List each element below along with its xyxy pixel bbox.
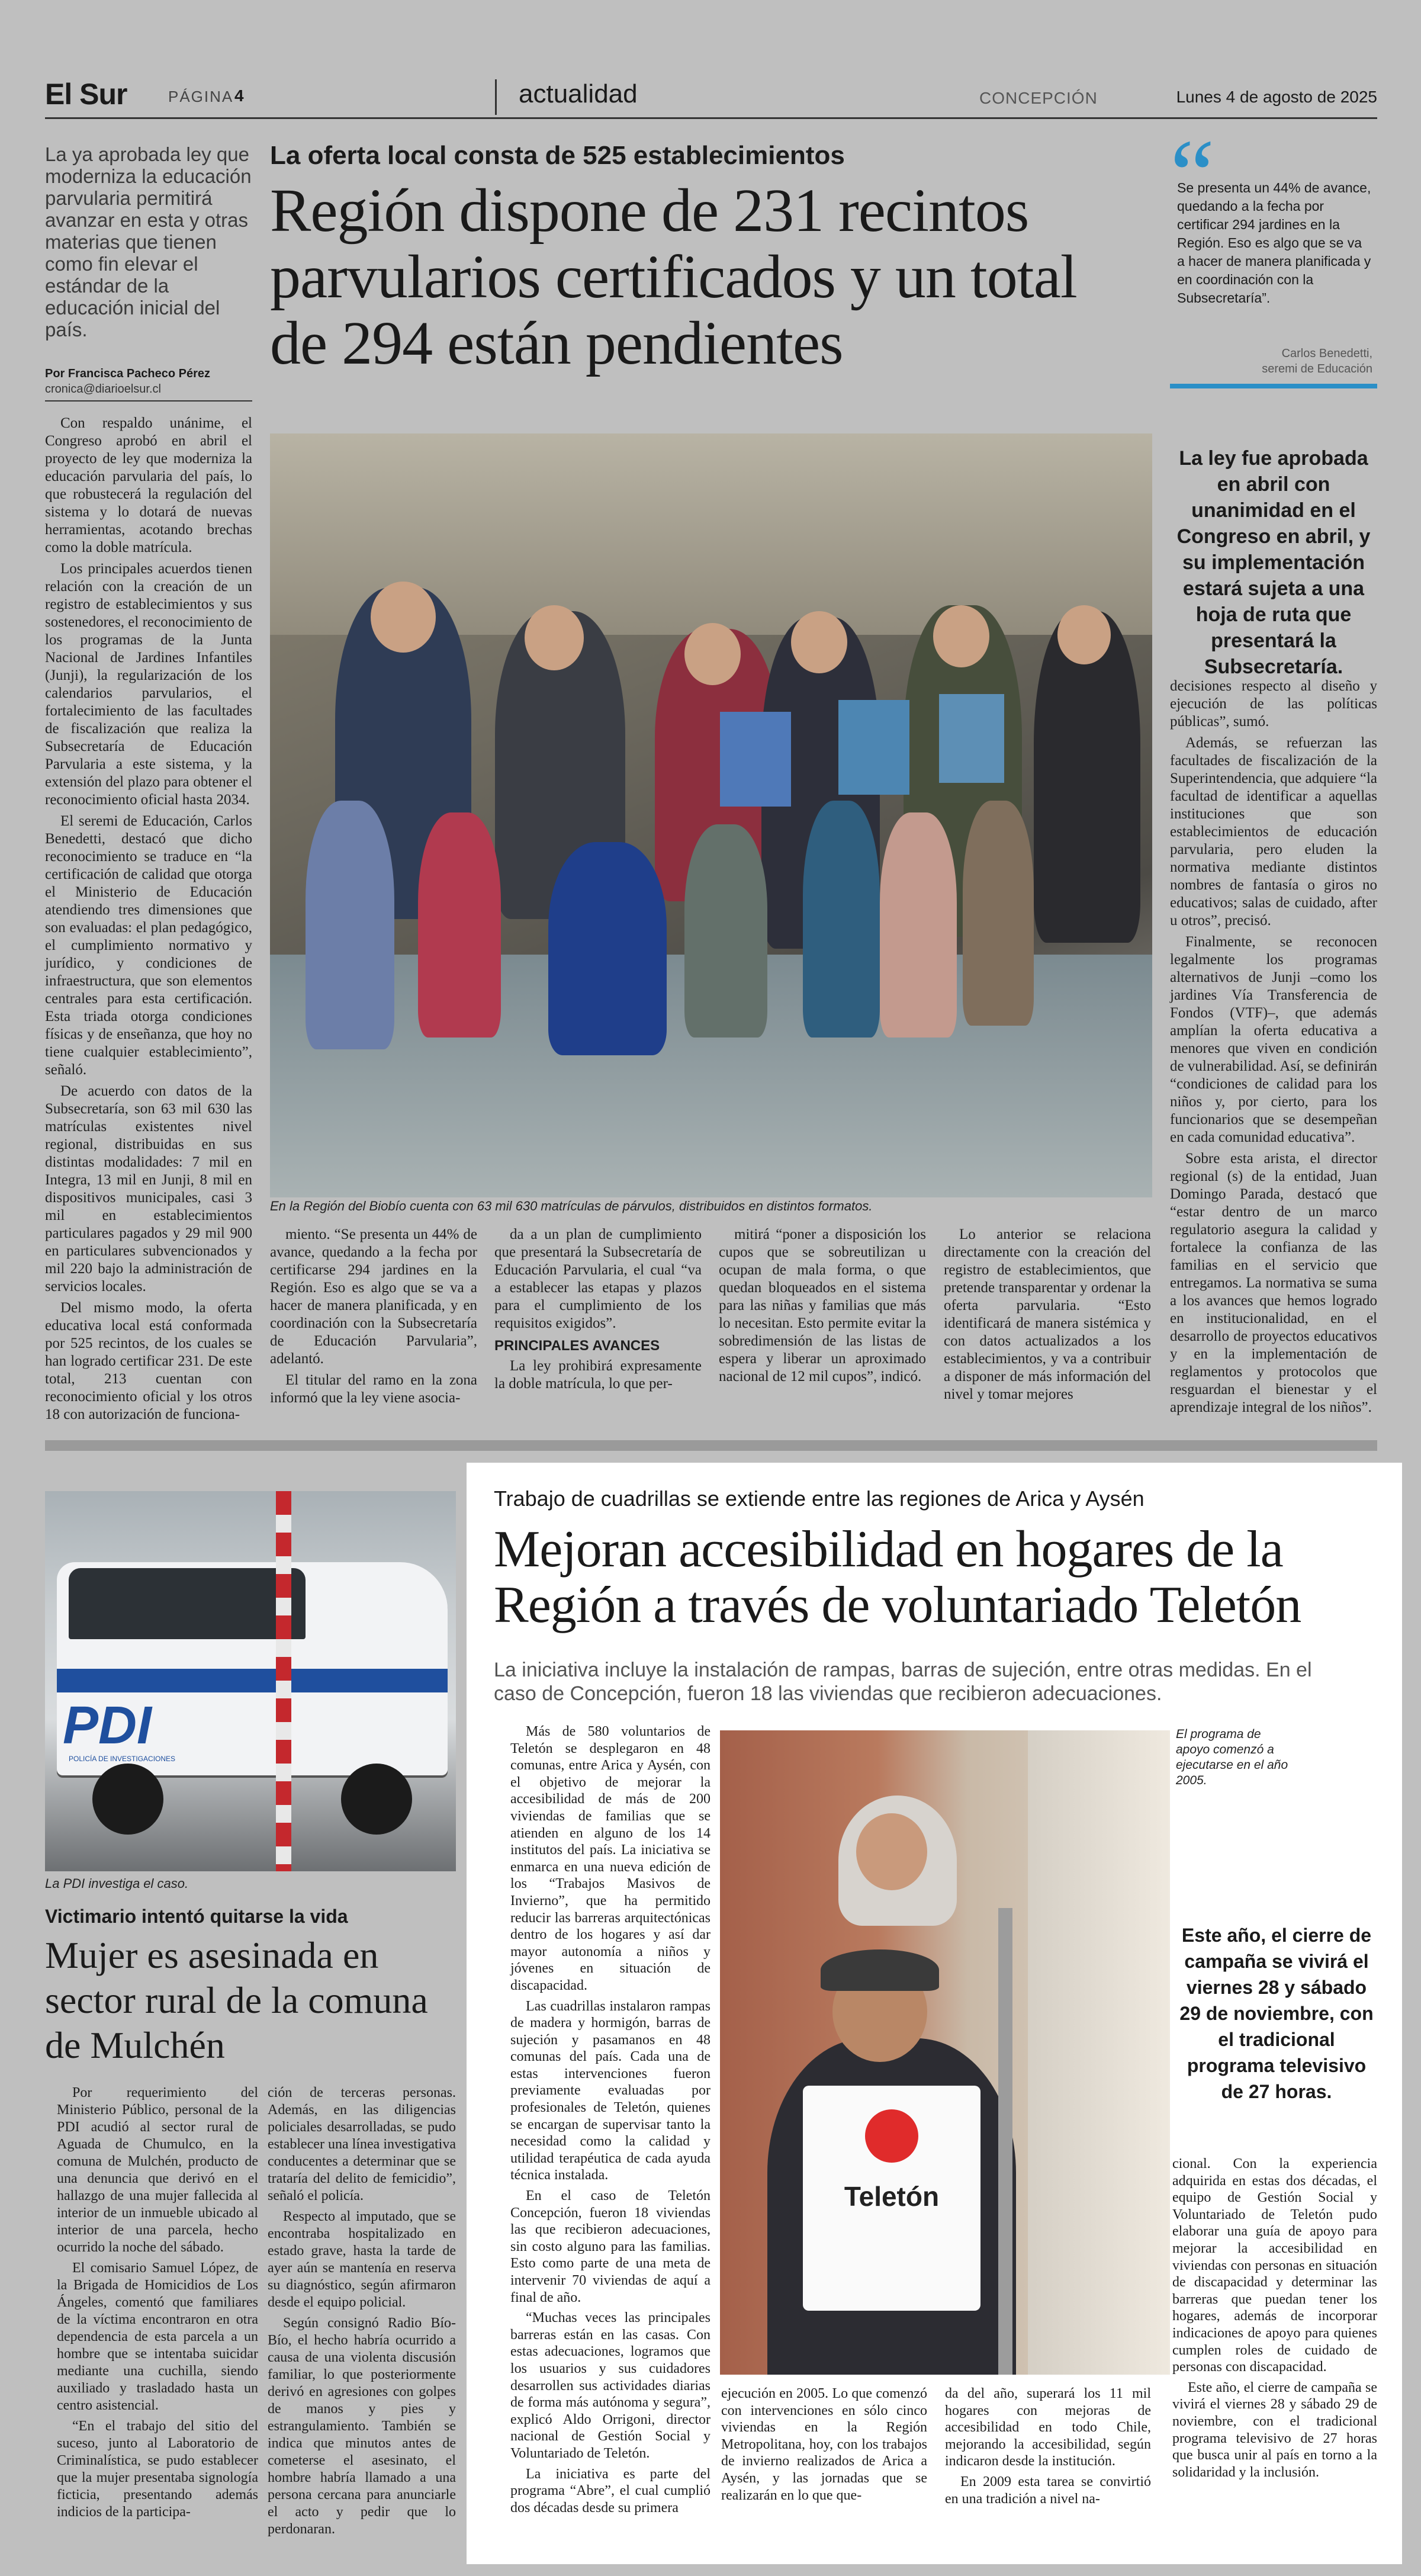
- photo-caption: En la Región del Biobío cuenta con 63 mil 630 matrículas de párvulos, distribuidos en distintos formatos.: [270, 1199, 873, 1213]
- paragraph: El comisario Samuel López, de la Brigada de Homicidios de Los Ángeles, comentó que familiares de la víctima encontraron en otra dependencia de esta parcela a un hombre que se intentaba suicidar mediante una cuchilla, siendo auxiliado y trasladado hasta un centro asistencial.: [57, 2260, 258, 2413]
- article-kicker: Victimario intentó quitarse la vida: [45, 1906, 348, 1927]
- paragraph: Por requerimiento del Ministerio Público, personal de la PDI acudió al sector rural de Aguada de Chumulco, en la comuna de Mulchén, producto de una denuncia que derivó en el hallazgo de una mujer fallecida al interior de un inmueble ubicado al interior de una parcela, hecho ocurrido la noche del sábado.: [57, 2085, 258, 2255]
- subhead: PRINCIPALES AVANCES: [494, 1338, 660, 1354]
- paragraph: da del año, superará los 11 mil hogares con mejoras de accesibilidad en todo Chile, mejorando la accesibilidad, según indicaron desde la institución.: [945, 2386, 1151, 2469]
- article-column-2: [721, 2385, 927, 2507]
- article-column-4: [719, 1226, 926, 1389]
- masthead: [45, 76, 1377, 121]
- section-separator: [45, 1440, 1377, 1451]
- header-divider: [495, 79, 497, 115]
- article-column-3: [945, 2385, 1151, 2511]
- paragraph: Del mismo modo, la oferta educativa local está conformada por 525 recintos, de los cuales se han logrado certificar 231. De este total, 213 cuentan con reconocimiento oficial y los otros 18 con autorización de funciona-: [45, 1300, 252, 1422]
- photo-caption: El programa de apoyo comenzó a ejecutarse en el año 2005.: [1176, 1727, 1288, 1787]
- paragraph: Más de 580 voluntarios de Teletón se desplegaron en 48 comunas, entre Arica y Aysén, con el objetivo de mejorar la accesibilidad de más de 200 viviendas de familias que se atienden en alguno de los 14 institutos del país. La iniciativa se enmarca en una nueva edición de los “Trabajos Masivos de Invierno”, que ha permitido reducir las barreras arquitectónicas dentro de los hogares y así dar mayor autonomía a niños y jóvenes en situación de discapacidad.: [510, 1724, 710, 1993]
- paragraph: Finalmente, se reconocen legalmente los programas alternativos de Junji –como los jardines Vía Transferencia de Fondos (VTF)–, que además amplían la oferta educativa a menores que viven en condición de vulnerabilidad. Así, se definirán “condiciones de calidad para los niños y, por cierto, para los funcionarios que se desempeñan en cada comunidad educativa”.: [1170, 934, 1377, 1145]
- paragraph: Respecto al imputado, que se encontraba hospitalizado en estado grave, hasta la tarde de ayer aún se mantenía en reserva su diagnóstico, según afirmaron desde el equipo policial.: [268, 2209, 456, 2310]
- article-headline: Mujer es asesinada en sector rural de la comuna de Mulchén: [45, 1934, 428, 2066]
- van-sublettering: POLICÍA DE INVESTIGACIONES: [69, 1755, 176, 1763]
- paragraph: “En el trabajo del sitio del suceso, junto al Laboratorio de Criminalística, se pudo establecer que la mujer presentaba signología ficticia, presentando además indicios de la participa-: [57, 2418, 258, 2520]
- article-lead: La ya aprobada ley que moderniza la educación parvularia permitirá avanzar en esta y otras materias que tienen como fin elevar el estándar de la educación inicial del país.: [45, 143, 252, 341]
- paragraph: Los principales acuerdos tienen relación con la creación de un registro de establecimientos y sus sostenedores, el reconocimiento de los programas de la Junta Nacional de Jardines Infantiles (Junji), la regularización de los calendarios parvularios, el fortalecimiento de las facultades de fiscalización que realiza la Subsecretaría de Educación Parvularia a este sistema, y la extensión del plazo para obtener el reconocimiento oficial hasta 2034.: [45, 561, 252, 808]
- quote-author: Carlos Benedetti,: [1281, 347, 1372, 360]
- article-column-6: [1170, 677, 1377, 1420]
- city-label: CONCEPCIÓN: [979, 89, 1098, 107]
- article-column-2: [270, 1226, 477, 1411]
- paragraph: En el caso de Teletón Concepción, fueron 18 viviendas las que recibieron adecuaciones, sin costo alguno para las familias. Esto como parte de una meta de intervenir 70 viviendas de aquí a final de año.: [510, 2188, 710, 2305]
- pull-quote: La ley fue aprobada en abril con unanimidad en el Congreso en abril, y su implementación estará sujeta a una hoja de ruta que presentará la Subsecretaría.: [1176, 447, 1371, 678]
- quote-text: Se presenta un 44% de avance, quedando a la fecha por certificar 294 jardines en la Región. Eso es algo que se va a hacer de manera planificada y en coordinación con la Subsecretaría”.: [1177, 180, 1371, 306]
- paragraph: da a un plan de cumplimiento que presentará la Subsecretaría de Educación Parvularia, el cual “va a establecer las etapas y plazos para el cumplimiento de los requisitos exigidos”.: [494, 1226, 702, 1331]
- volunteer-photo: [720, 1730, 1170, 2375]
- article-headline: Región dispone de 231 recintos parvularios certificados y un total de 294 están pendientes: [270, 176, 1077, 377]
- quote-box: [1170, 119, 1377, 398]
- quote-mark-icon: “: [1170, 119, 1215, 230]
- paragraph: Con respaldo unánime, el Congreso aprobó en abril el proyecto de ley que moderniza la educación parvularia del país, lo que robustecerá la regulación del sistema y lo dotará de nuevas herramientas, acotando brechas como la doble matrícula.: [45, 415, 252, 555]
- paragraph: “Muchas veces las principales barreras están en las casas. Con estas adecuaciones, logramos que los usuarios y sus cuidadores desarrollen sus actividades diarias de forma más autónoma y segura”, explicó Aldo Orrigoni, director nacional de Gestión Social y Voluntariado de Teletón.: [510, 2310, 710, 2461]
- paragraph: ción de terceras personas. Además, en las diligencias policiales desarrolladas, se pudo establecer una línea investigativa conducentes a determinar que se trataría del delito de femicidio”, señaló el policía.: [268, 2085, 456, 2204]
- paragraph: miento. “Se presenta un 44% de avance, quedando a la fecha por certificarse 294 jardines en la Región. Eso es algo que se va a hacer de manera planificada, y en coordinación con la Subsecretaría de Educación Parvularia”, adelantó.: [270, 1226, 477, 1367]
- section-name: actualidad: [519, 79, 638, 108]
- byline: Por Francisca Pacheco Pérez: [45, 367, 211, 380]
- paragraph: mitirá “poner a disposición los cupos que se sobreutilizan u ocupan de mala forma, o que quedan bloqueados en el sistema para las niñas y familias que más lo necesitan. Esto permite evitar la sobredimensión de las listas de espera y liberar un aproximado nacional de 12 mil cupos”, indicó.: [719, 1226, 926, 1385]
- quote-author-role: seremi de Educación: [1262, 362, 1372, 375]
- article-deck: La iniciativa incluye la instalación de rampas, barras de sujeción, entre otras medidas. En el caso de Concepción, fueron 18 las viviendas que recibieron adecuaciones.: [494, 1659, 1312, 1705]
- paragraph: En 2009 esta tarea se convirtió en una tradición a nivel na-: [945, 2474, 1151, 2507]
- quote-accent-bar: [1170, 384, 1377, 388]
- paragraph: Según consignó Radio Bío-Bío, el hecho habría ocurrido a causa de una violenta discusión familiar, lo que posteriormente derivó en agresiones con golpes de manos y pies y estrangulamiento. También se indica que minutos antes de cometerse el asesinato, el hombre habría llamado a una persona cercana para anunciarle el acto y pedir que lo perdonaran.: [268, 2315, 456, 2537]
- van-lettering: PDI: [63, 1696, 152, 1755]
- police-van-photo: [45, 1491, 456, 1871]
- article-column-1: [510, 1723, 710, 2520]
- byline-rule: [45, 400, 252, 402]
- paragraph: ejecución en 2005. Lo que comenzó con intervenciones en sólo cinco viviendas en la Región Metropolitana, hoy, con los trabajos de invierno realizados de Arica a Aysén, y las jornadas que se realizarán en lo que que-: [721, 2386, 927, 2503]
- paragraph: El titular del ramo en la zona informó que la ley viene asocia-: [270, 1372, 477, 1406]
- paragraph: Además, se refuerzan las facultades de fiscalización de la Superintendencia, que adquiere “la facultad de identificar a aquellas instituciones que son establecimientos de educación parvularia, pero eluden la normativa mediante distintos nombres de fantasía o giros no educativos; salas de cuidado, after u otros”, precisó.: [1170, 735, 1377, 929]
- paragraph: La ley prohibirá expresamente la doble matrícula, lo que per-: [494, 1358, 702, 1392]
- paragraph: cional. Con la experiencia adquirida en estas dos décadas, el equipo de Gestión Social y Voluntariado de Teletón pudo elaborar una guía de apoyo para mejorar la accesibilidad en viviendas con personas en situación de discapacidad y determinar las barreras que puedan tener los hogares, además de incorporar indicaciones de apoyo para quienes cumplen roles de cuidado de personas con discapacidad.: [1172, 2156, 1377, 2375]
- paragraph: decisiones respecto al diseño y ejecución de las políticas públicas”, sumó.: [1170, 678, 1377, 730]
- article-column-1: [45, 415, 252, 1427]
- photo-caption: La PDI investiga el caso.: [45, 1876, 189, 1891]
- paragraph: La iniciativa es parte del programa “Abre”, el cual cumplió dos décadas desde su primera: [510, 2466, 710, 2516]
- pull-quote: Este año, el cierre de campaña se vivirá el viernes 28 y sábado 29 de noviembre, con el tradicional programa televisivo de 27 horas.: [1179, 1925, 1374, 2102]
- byline-email: cronica@diarioelsur.cl: [45, 383, 161, 396]
- article-headline: Mejoran accesibilidad en hogares de la Región a través de voluntariado Teletón: [494, 1521, 1301, 1634]
- article-kicker: Trabajo de cuadrillas se extiende entre las regiones de Arica y Aysén: [494, 1486, 1144, 1511]
- newspaper-logo: El Sur: [45, 78, 127, 111]
- vest-logo-text: Teletón: [844, 2181, 940, 2212]
- paragraph: De acuerdo con datos de la Subsecretaría, son 63 mil 630 las matrículas existentes nivel regional, distribuidas en sus distintas modalidades: 7 mil en Integra, 13 mil en Junji, 8 mil en dispositivos municipales, casi 3 mil en establecimientos particulares pagados y 29 mil 900 en particulares subvencionados y mil 220 bajo la administración de servicios locales.: [45, 1083, 252, 1295]
- page-number: 4: [234, 86, 244, 105]
- article-column-3: [494, 1226, 702, 1396]
- article-kicker: La oferta local consta de 525 establecimientos: [270, 141, 845, 170]
- article-column-2: [268, 2084, 456, 2542]
- page-label: PÁGINA: [168, 88, 234, 105]
- kindergarten-group-photo: [270, 433, 1152, 1197]
- paragraph: Este año, el cierre de campaña se vivirá el viernes 28 y sábado 29 de noviembre, con el tradicional programa televisivo de 27 horas que busca unir al país en torno a la solidaridad y la inclusión.: [1172, 2379, 1377, 2480]
- paragraph: Lo anterior se relaciona directamente con la creación del registro de establecimientos, que pretende transparentar y ordenar la oferta parvularia. “Esto identificará de manera sistémica y con datos actualizados a los establecimientos, y va a contribuir a disponer de más información del nivel y tomar mejores: [944, 1226, 1151, 1402]
- issue-date: Lunes 4 de agosto de 2025: [1176, 88, 1377, 106]
- article-column-4: [1172, 2156, 1377, 2484]
- paragraph: El seremi de Educación, Carlos Benedetti, destacó que dicho reconocimiento se traduce en “la certificación de calidad que otorga el Ministerio de Educación atendiendo tres dimensiones que son evaluadas: el plan pedagógico, el cumplimiento normativo y jurídico, y condiciones de infraestructura, que son elementos centrales para esta certificación. Esta triada otorga condiciones físicas y de enseñanza, que hoy no tiene cualquier establecimiento”, señaló.: [45, 813, 252, 1078]
- paragraph: Las cuadrillas instalaron rampas de madera y hormigón, barras de sujeción y pasamanos en 48 comunas del país. Cada una de estas intervenciones fueron previamente evaluadas por profesionales de Teletón, quienes se encargan de supervisar tanto la necesidad como la calidad y utilidad terapéutica de cada ayuda técnica instalada.: [510, 1998, 710, 2183]
- article-column-1: [57, 2084, 258, 2524]
- article-column-5: [944, 1226, 1151, 1407]
- paragraph: Sobre esta arista, el director regional (s) de la entidad, Juan Domingo Parada, destacó que “estar dentro de un marco regulatorio asegura la calidad y fortalece la confianza de las familias en el servicio que entregamos. La normativa se suma a los avances que hemos logrado en institucionalidad, en el desarrollo de proyectos educativos y en la implementación de reglamentos y protocolos que resguardan el bienestar y el aprendizaje integral de los niños”.: [1170, 1151, 1377, 1415]
